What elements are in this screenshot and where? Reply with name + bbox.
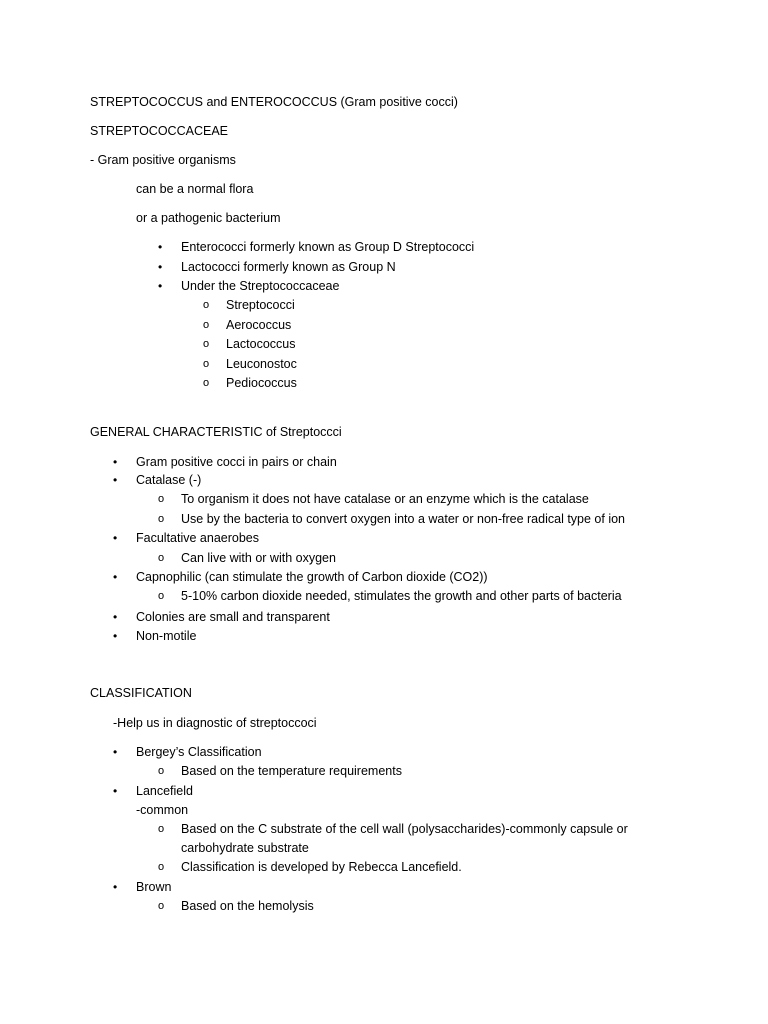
sub-list-item: Pediococcus — [226, 376, 297, 390]
sub-bullet-marker: o — [158, 823, 165, 835]
sub-list-item: Leuconostoc — [226, 357, 297, 371]
sub-list-item: Based on the hemolysis — [181, 899, 314, 913]
bullet-marker: • — [113, 531, 118, 545]
bullet-marker: • — [113, 610, 118, 624]
sub-bullet-marker: o — [158, 900, 165, 912]
sub-bullet-marker: o — [203, 358, 210, 370]
sub-bullet-marker: o — [203, 377, 210, 389]
bullet-marker: • — [158, 260, 163, 274]
sub-list-item-continuation: carbohydrate substrate — [181, 841, 309, 855]
sub-list-item: Based on the temperature requirements — [181, 764, 402, 778]
list-item: Facultative anaerobes — [136, 531, 259, 545]
sub-bullet-marker: o — [158, 765, 165, 777]
section-heading: GENERAL CHARACTERISTIC of Streptoccci — [90, 425, 342, 439]
sub-bullet-marker: o — [203, 319, 210, 331]
classification-intro: -Help us in diagnostic of streptoccoci — [113, 716, 317, 730]
sub-bullet-marker: o — [158, 861, 165, 873]
family-heading: STREPTOCOCCACEAE — [90, 124, 228, 138]
bullet-marker: • — [113, 473, 118, 487]
list-item: Capnophilic (can stimulate the growth of Carbon dioxide (CO2)) — [136, 570, 488, 584]
list-item: Brown — [136, 880, 172, 894]
list-item: Non-motile — [136, 629, 197, 643]
sub-list-item: To organism it does not have catalase or an enzyme which is the catalase — [181, 492, 589, 506]
intro-indent-line: can be a normal flora — [136, 182, 254, 196]
sub-bullet-marker: o — [203, 338, 210, 350]
sub-list-item: Lactococcus — [226, 337, 296, 351]
list-item: Lancefield — [136, 784, 193, 798]
list-item: Lactococci formerly known as Group N — [181, 260, 396, 274]
intro-indent-line: or a pathogenic bacterium — [136, 211, 281, 225]
list-item: Under the Streptococcaceae — [181, 279, 340, 293]
list-item: Enterococci formerly known as Group D Streptococci — [181, 240, 475, 254]
sub-bullet-marker: o — [158, 513, 165, 525]
list-item: Gram positive cocci in pairs or chain — [136, 455, 337, 469]
sub-list-item: Use by the bacteria to convert oxygen into a water or non-free radical type of ion — [181, 512, 625, 526]
bullet-marker: • — [113, 745, 118, 759]
bullet-marker: • — [113, 784, 118, 798]
sub-list-item: Based on the C substrate of the cell wall (polysaccharides)-commonly capsule or — [181, 822, 628, 836]
bullet-marker: • — [113, 629, 118, 643]
sub-list-item: Classification is developed by Rebecca Lancefield. — [181, 860, 462, 874]
list-item: Colonies are small and transparent — [136, 610, 330, 624]
list-item: Bergey’s Classification — [136, 745, 262, 759]
section-heading: CLASSIFICATION — [90, 686, 192, 700]
sub-list-item: 5-10% carbon dioxide needed, stimulates the growth and other parts of bacteria — [181, 589, 622, 603]
sub-bullet-marker: o — [158, 590, 165, 602]
bullet-marker: • — [113, 455, 118, 469]
bullet-marker: • — [158, 279, 163, 293]
bullet-marker: • — [113, 570, 118, 584]
sub-bullet-marker: o — [158, 552, 165, 564]
sub-bullet-marker: o — [158, 493, 165, 505]
sub-bullet-marker: o — [203, 299, 210, 311]
sub-list-item: Aerococcus — [226, 318, 292, 332]
intro-line: - Gram positive organisms — [90, 153, 236, 167]
bullet-marker: • — [158, 240, 163, 254]
document-title: STREPTOCOCCUS and ENTEROCOCCUS (Gram positive cocci) — [90, 95, 458, 109]
bullet-marker: • — [113, 880, 118, 894]
sub-list-item: Can live with or with oxygen — [181, 551, 336, 565]
sub-list-item: Streptococci — [226, 298, 295, 312]
list-item-note: -common — [136, 803, 189, 817]
list-item: Catalase (-) — [136, 473, 202, 487]
